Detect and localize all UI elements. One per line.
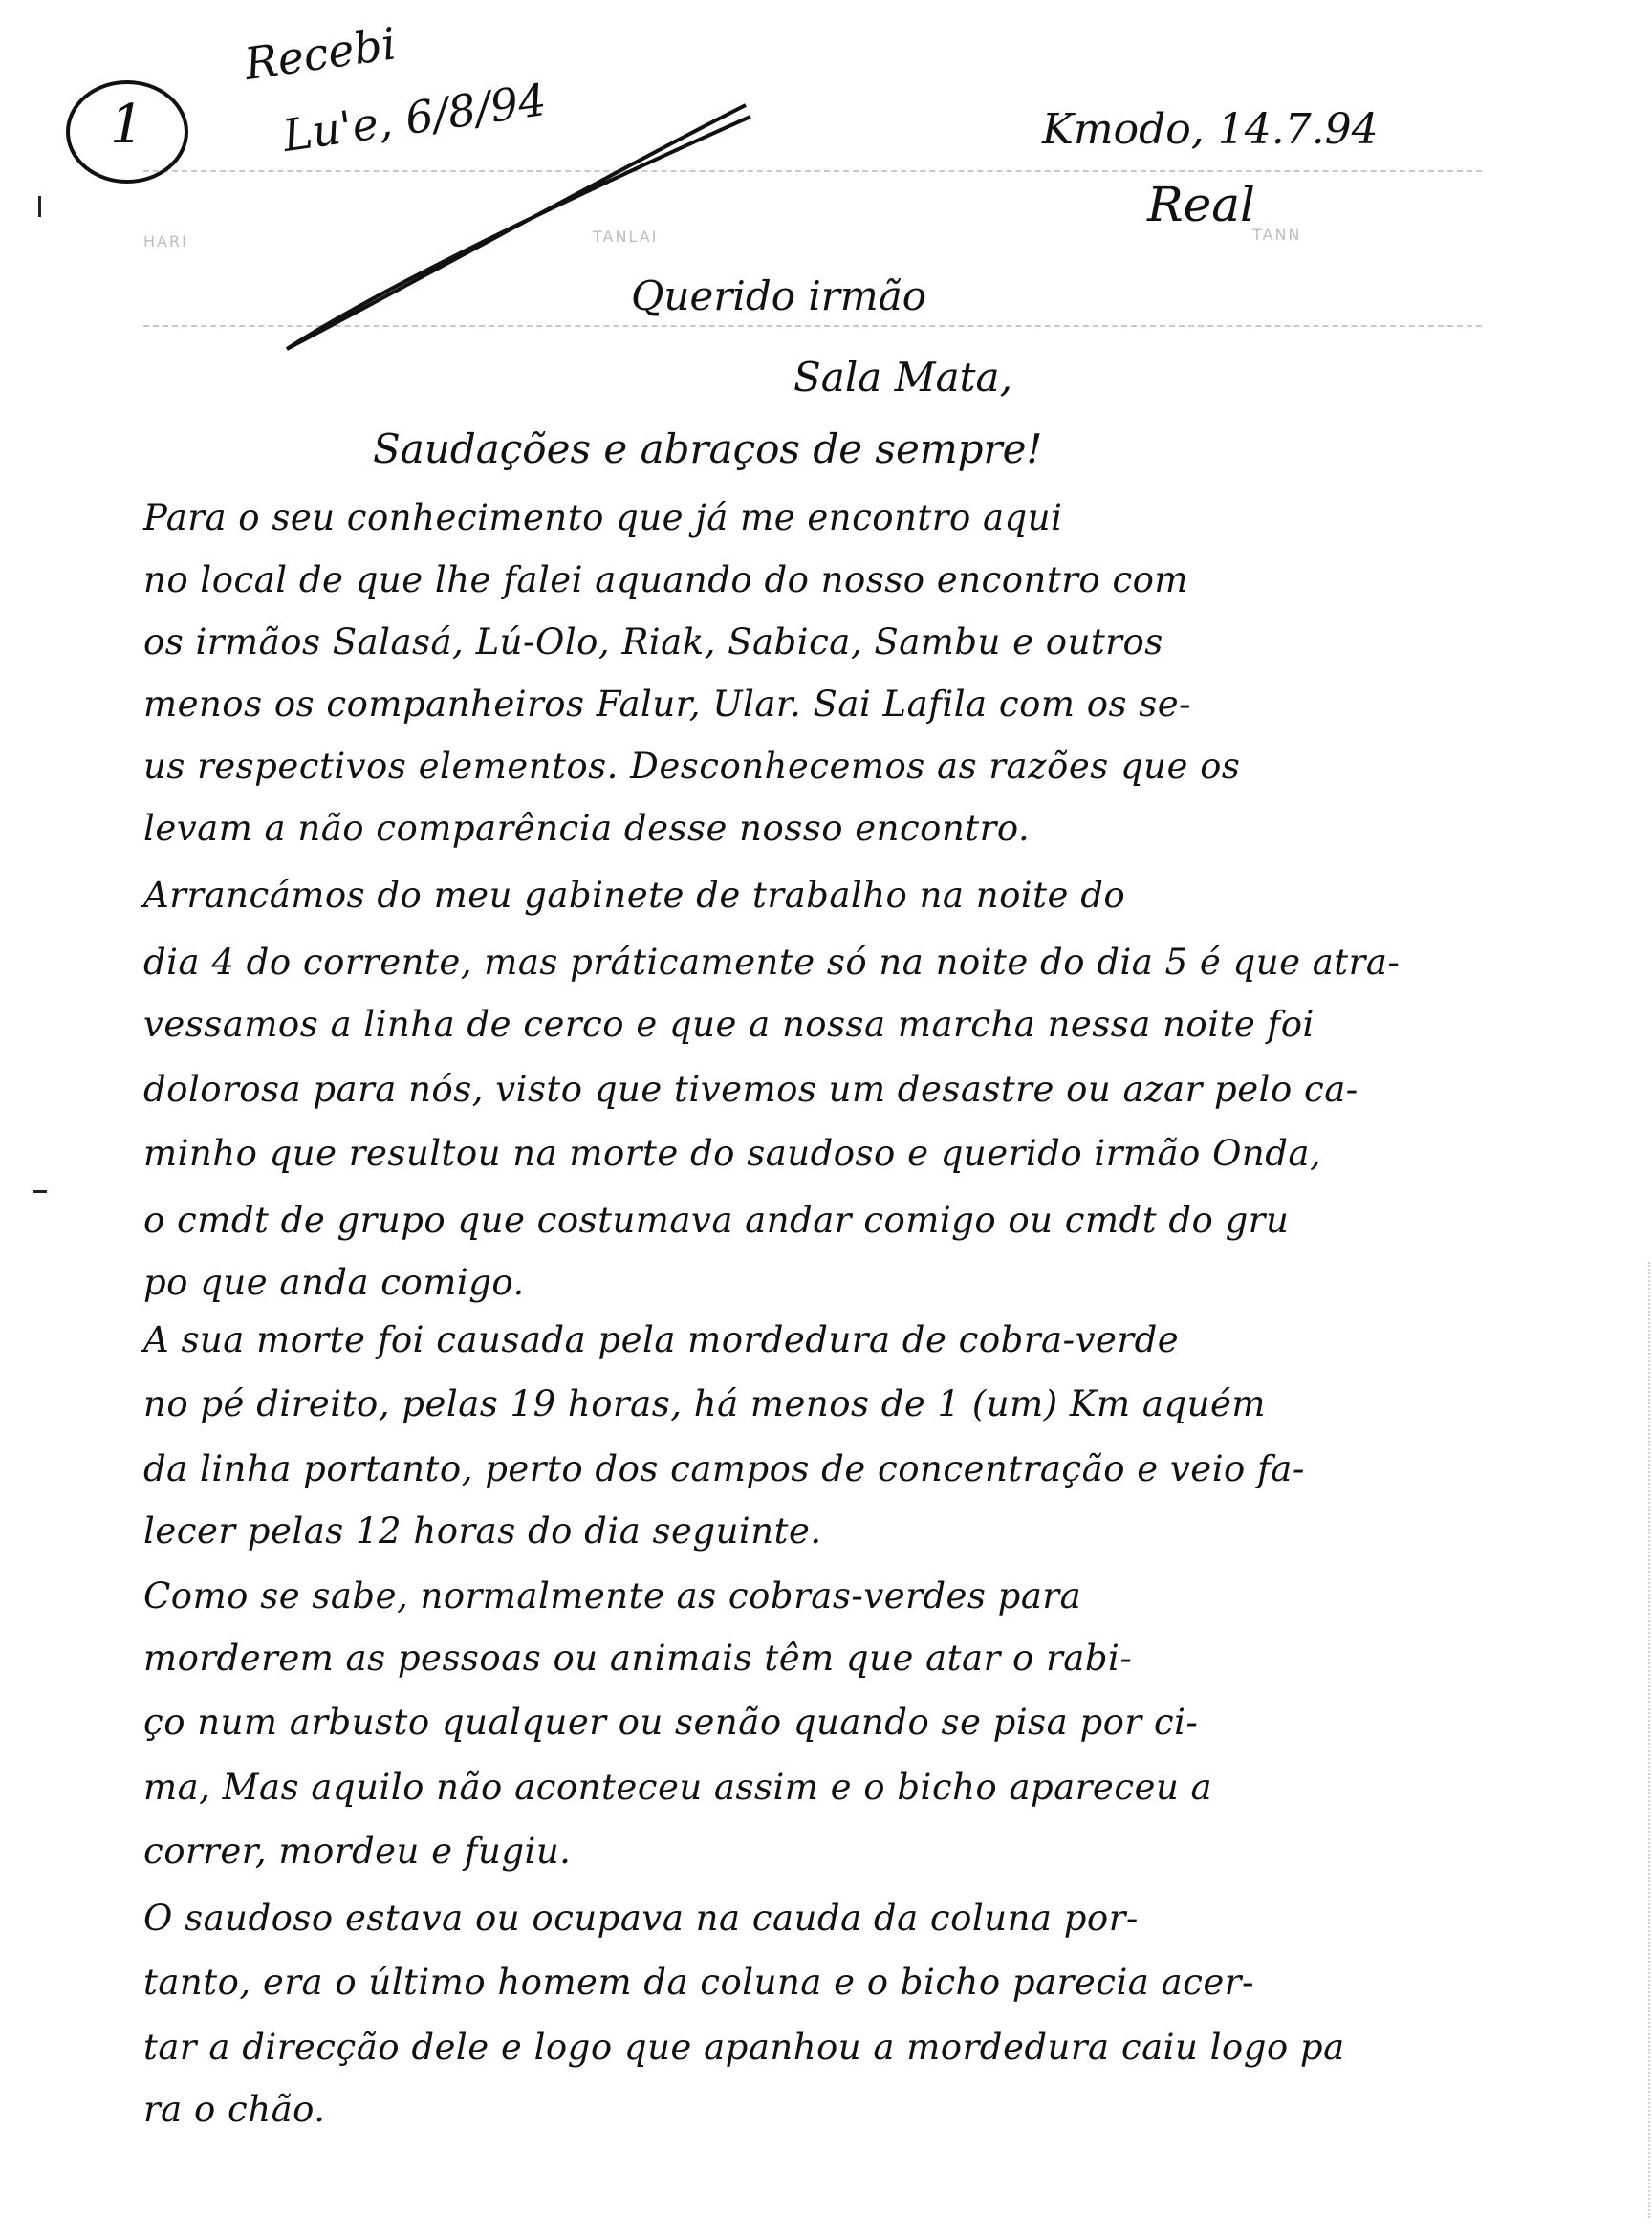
pen-stroke <box>268 96 765 363</box>
body-line: ma, Mas aquilo não aconteceu assim e o bicho apareceu a <box>143 1767 1213 1808</box>
body-line: no local de que lhe falei aquando do nosso encontro com <box>143 559 1189 600</box>
faint-print-mark: HARI <box>143 232 188 250</box>
margin-mark <box>38 196 41 217</box>
page-edge-shadow <box>1648 1262 1652 2218</box>
faint-print-mark: TANN <box>1252 226 1302 244</box>
body-line: tanto, era o último homem da coluna e o bicho parecia acer- <box>143 1962 1254 2003</box>
body-line: po que anda comigo. <box>143 1262 525 1303</box>
body-line: ço num arbusto qualquer ou senão quando se pisa por ci- <box>143 1702 1199 1743</box>
addressee: Sala Mata, <box>793 354 1012 401</box>
greeting: Saudações e abraços de sempre! <box>373 425 1043 472</box>
body-line: menos os companheiros Falur, Ular. Sai Lafila com os se- <box>143 684 1192 725</box>
body-line: levam a não comparência desse nosso encontro. <box>143 808 1031 849</box>
body-line: no pé direito, pelas 19 horas, há menos de 1 (um) Km aquém <box>143 1383 1266 1424</box>
body-line: minho que resultou na morte do saudoso e querido irmão Onda, <box>143 1133 1322 1174</box>
body-line: correr, mordeu e fugiu. <box>143 1831 572 1872</box>
body-line: tar a direcção dele e logo que apanhou a mordedura caiu logo pa <box>143 2027 1345 2068</box>
body-line: vessamos a linha de cerco e que a nossa marcha nessa noite foi <box>143 1004 1315 1045</box>
body-line: lecer pelas 12 horas do dia seguinte. <box>143 1510 822 1552</box>
body-line: dolorosa para nós, visto que tivemos um desastre ou azar pelo ca- <box>143 1069 1359 1110</box>
page-number: 1 <box>110 94 144 156</box>
salutation: Querido irmão <box>631 272 927 319</box>
body-line: ra o chão. <box>143 2089 326 2130</box>
body-line: Como se sabe, normalmente as cobras-verdes para <box>143 1575 1082 1617</box>
body-line: Para o seu conhecimento que já me encontro aqui <box>143 497 1063 538</box>
body-line: O saudoso estava ou ocupava na cauda da coluna por- <box>143 1898 1139 1939</box>
body-line: da linha portanto, perto dos campos de concentração e veio fa- <box>143 1448 1305 1489</box>
body-line: us respectivos elementos. Desconhecemos as razões que os <box>143 746 1241 787</box>
body-line: A sua morte foi causada pela mordedura de cobra-verde <box>143 1319 1180 1360</box>
margin-mark <box>33 1190 47 1193</box>
body-line: os irmãos Salasá, Lú-Olo, Riak, Sabica, Sambu e outros <box>143 621 1163 662</box>
body-line: Arrancámos do meu gabinete de trabalho na noite do <box>143 875 1126 916</box>
body-line: dia 4 do corrente, mas práticamente só na noite do dia 5 é que atra- <box>143 942 1401 983</box>
faint-print-mark: TANLAI <box>593 228 659 246</box>
initials-signature: Real <box>1147 177 1256 232</box>
body-line: o cmdt de grupo que costumava andar comigo ou cmdt do gru <box>143 1200 1290 1241</box>
received-note: Recebi <box>241 17 400 90</box>
body-line: morderem as pessoas ou animais têm que atar o rabi- <box>143 1638 1133 1679</box>
received-note-date: Lu'e, 6/8/94 <box>279 73 550 162</box>
date-line: Kmodo, 14.7.94 <box>1042 105 1379 154</box>
